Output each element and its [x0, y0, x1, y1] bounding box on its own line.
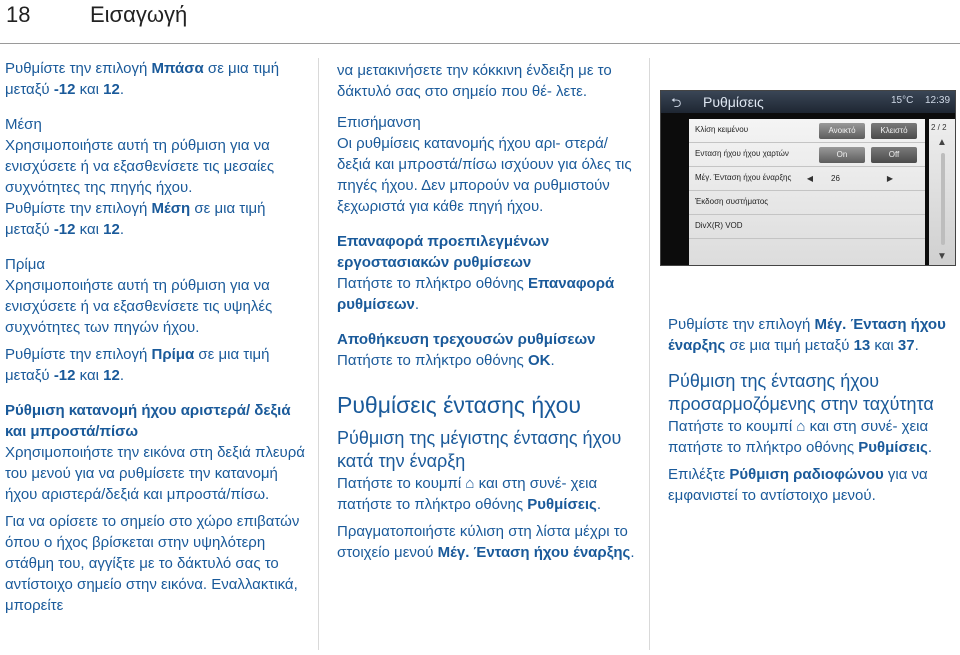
note-body: Οι ρυθμίσεις κατανομής ήχου αρι- στερά/δεξιά και μπροστά/πίσω ισχύουν για όλες τις πηγές ήχου. Δεν μπορούν να ρυθμιστούν ξεχωριστά για κάθε πηγή ήχου. — [337, 135, 632, 215]
treble-heading: Πρίμα — [5, 256, 46, 273]
option-button: Ανοικτό — [819, 123, 865, 139]
settings-list — [689, 119, 925, 266]
column-divider — [649, 58, 650, 650]
mid-description: Χρησιμοποιήστε αυτή τη ρύθμιση για να ενισχύσετε ή να εξασθενίσετε τις μεσαίες συχνότητες της πηγής ήχου. — [5, 137, 275, 196]
bass-setting-text: Ρυθμίστε την επιλογή Μπάσα σε μια τιμή μεταξύ -12 και 12. — [5, 60, 280, 98]
row-label: Μέγ. Ένταση ήχου έναρξης — [695, 173, 792, 182]
page-number: 18 — [6, 2, 31, 27]
scroll-track — [941, 153, 945, 245]
speed-volume-heading: Ρύθμιση της έντασης ήχου προσαρμοζόμενης στην ταχύτητα — [668, 371, 934, 414]
column-3 — [668, 314, 960, 506]
settings-row — [689, 119, 925, 143]
clock: 12:39 — [925, 95, 951, 106]
treble-description: Χρησιμοποιήστε αυτή τη ρύθμιση για να ενισχύσετε ή να εξασθενίσετε τις υψηλές συχνότητες των πηγών ήχου. — [5, 277, 273, 336]
home-icon: ⌂ — [465, 475, 475, 492]
reset-text: Πατήστε το πλήκτρο οθόνης Επαναφορά ρυθμίσεων. — [337, 275, 615, 313]
arrow-back-icon: ⮌ — [671, 95, 682, 110]
note-heading: Επισήμανση — [337, 114, 421, 131]
page-header — [0, 0, 960, 44]
home-icon: ⌂ — [796, 418, 806, 435]
row-label: DivX(R) VOD — [695, 221, 743, 230]
treble-setting-text: Ρυθμίστε την επιλογή Πρίμα σε μια τιμή μεταξύ -12 και 12. — [5, 346, 270, 384]
settings-row — [689, 167, 925, 191]
reset-heading: Επαναφορά προεπιλεγμένων εργοστασιακών ρυθμίσεων — [337, 233, 550, 271]
save-text: Πατήστε το πλήκτρο οθόνης OK. — [337, 352, 555, 369]
settings-row — [689, 143, 925, 167]
max-volume-setting-text: Ρυθμίστε την επιλογή Μέγ. Ένταση ήχου έναρξης σε μια τιμή μεταξύ 13 και 37. — [668, 316, 946, 354]
settings-row — [689, 191, 925, 215]
volume-value: 26 — [831, 174, 840, 183]
balance-heading: Ρύθμιση κατανομή ήχου αριστερά/ δεξιά και μπροστά/πίσω — [5, 402, 291, 440]
max-startup-volume-heading: Ρύθμιση της μέγιστης έντασης ήχου κατά την έναρξη — [337, 428, 622, 471]
option-button: On — [819, 147, 865, 163]
temperature: 15°C — [891, 95, 914, 106]
column-divider — [318, 58, 319, 650]
balance-description: Χρησιμοποιήστε την εικόνα στη δεξιά πλευρά του μενού για να ρυθμίσετε την κατανομή ήχου αριστερά/δεξιά και μπροστά/πίσω. — [5, 444, 305, 503]
row-label: Έκδοση συστήματος — [695, 197, 769, 206]
screen-title-bar — [661, 91, 956, 113]
settings-row — [689, 215, 925, 239]
row-label: Ενταση ήχου ήχου χαρτών — [695, 149, 789, 158]
max-startup-instructions: Πατήστε το κουμπί ⌂ και στη συνέ- χεια πατήστε το πλήκτρο οθόνης Ρυθμίσεις. — [337, 475, 601, 513]
radio-settings-text: Επιλέξτε Ρύθμιση ραδιοφώνου για να εμφανιστεί το αντίστοιχο μενού. — [668, 466, 928, 504]
settings-screen-illustration — [660, 90, 956, 266]
balance-continuation: να μετακινήσετε την κόκκινη ένδειξη με το δάκτυλό σας στο σημείο που θέ- λετε. — [337, 62, 612, 100]
mid-heading: Μέση — [5, 116, 42, 133]
scroll-panel — [929, 119, 956, 266]
volume-settings-title: Ρυθμίσεις έντασης ήχου — [337, 392, 581, 418]
scroll-instructions: Πραγματοποιήστε κύλιση στη λίστα μέχρι το στοιχείο μενού Μέγ. Ένταση ήχου έναρξης. — [337, 523, 635, 561]
speed-volume-instructions: Πατήστε το κουμπί ⌂ και στη συνέ- χεια πατήστε το πλήκτρο οθόνης Ρυθμίσεις. — [668, 418, 932, 456]
mid-setting-text: Ρυθμίστε την επιλογή Μέση σε μια τιμή μεταξύ -12 και 12. — [5, 200, 266, 238]
row-label: Κλίση κειμένου — [695, 125, 749, 134]
triangle-down-icon: ▼ — [937, 251, 947, 262]
chevron-left-icon: ◀ — [806, 174, 814, 183]
triangle-up-icon: ▲ — [937, 137, 947, 148]
chevron-right-icon: ▶ — [886, 174, 894, 183]
column-2 — [337, 60, 637, 563]
option-button: Κλειστό — [871, 123, 917, 139]
section-title: Εισαγωγή — [90, 2, 188, 27]
page-indicator: 2 / 2 — [931, 123, 947, 132]
screen-title: Ρυθμίσεις — [703, 94, 764, 110]
balance-instructions: Για να ορίσετε το σημείο στο χώρο επιβατών όπου ο ήχος βρίσκεται στην υψηλότερη στάθμη του, αγγίξτε με το δάκτυλό σας το αντίστοιχο σημείο στην εικόνα. Εναλλακτικά, μπορείτε — [5, 513, 300, 614]
option-button: Off — [871, 147, 917, 163]
column-1 — [5, 58, 305, 616]
header-divider — [0, 43, 960, 44]
save-heading: Αποθήκευση τρεχουσών ρυθμίσεων — [337, 331, 596, 348]
